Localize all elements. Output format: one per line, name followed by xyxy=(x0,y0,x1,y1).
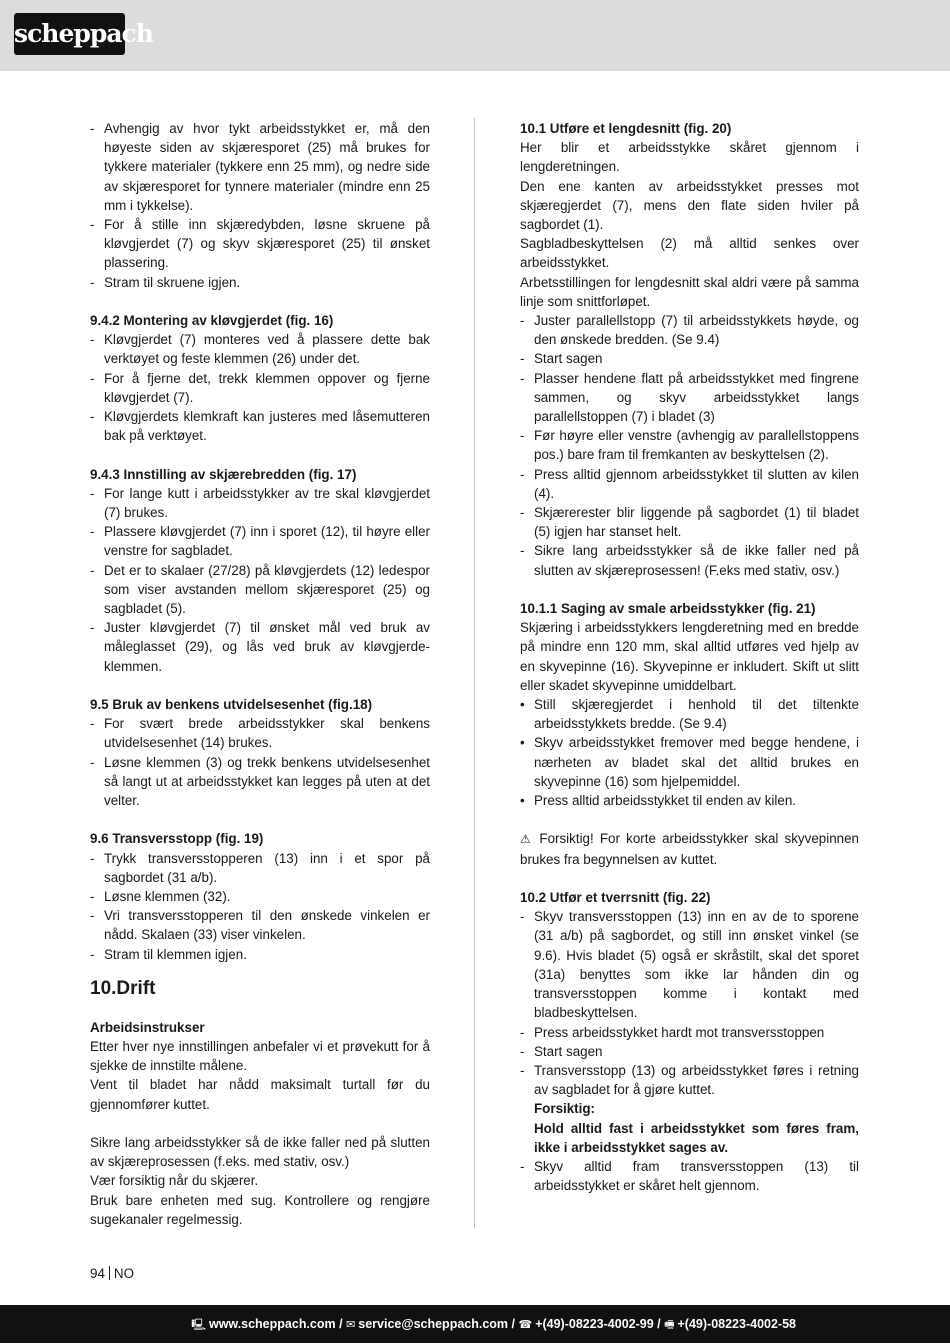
list-item: - Juster parallellstopp (7) til arbeidsstykkets høyde, og den ønskede bredden. (Se 9.4) xyxy=(520,311,859,349)
page-language: NO xyxy=(113,1266,134,1281)
list-item: - Sikre lang arbeidsstykker så de ikke faller ned på slutten av skjæreprosessen! (F.eks med stativ, osv.) xyxy=(520,541,859,579)
page-number-value: 94 xyxy=(90,1266,105,1281)
list-item: - Løsne klemmen (3) og trekk benkens utvidelsesenhet så langt ut at arbeidsstykket kan legges på uten at det velter. xyxy=(90,753,430,811)
list-item: - For å stille inn skjæredybden, løsne skruene på kløvgjerdet (7) og skyv skjæresporet (25) til ønsket plassering. xyxy=(90,215,430,273)
page-number-separator xyxy=(109,1266,110,1280)
section-942-list xyxy=(90,330,430,445)
section-95-list xyxy=(90,714,430,810)
paragraph: Arbetsstillingen for lengdesnitt skal aldri være på samma linje som snittforløpet. xyxy=(520,274,859,309)
list-item: - Juster kløvgjerdet (7) til ønsket mål ved bruk av måleglasset (29), og lås ved bruk av kløvgjerde-klemmen. xyxy=(90,618,430,676)
list-item: - Press alltid gjennom arbeidsstykket til slutten av kilen (4). xyxy=(520,465,859,503)
chapter-number: 10. xyxy=(90,977,117,999)
list-item: - Avhengig av hvor tykt arbeidsstykket er, må den høyeste siden av skjæresporet (25) må brukes for tykkere materialer (tykkere enn 25 mm), og nedre side av skjæresporet for tynnere materialer (mindre enn 25 mm i tykkelse). xyxy=(90,119,430,215)
paragraph: Sagbladbeskyttelsen (2) må alltid senkes over arbeidsstykket. xyxy=(520,236,859,271)
intro-list xyxy=(90,119,430,292)
computer-icon: 🖳 xyxy=(191,1319,206,1331)
list-item: • Press alltid arbeidsstykket til enden av kilen. xyxy=(520,791,859,810)
list-item: - Skyv transversstoppen (13) inn en av de to sporene (31 a/b) på sagbordet, og still inn ønsket vinkel (se 9.6). Hvis bladet (5) også er skråstilt, skal det sporet (31a) benyttes som ikke lar hånden din og transversstoppen komme i kontakt med bladbeskyttelsen. xyxy=(520,907,859,1022)
list-item: - Plasser hendene flatt på arbeidsstykket med fingrene sammen, og skyv arbeidsstykket langs parallellstoppen (7) i bladet (3) xyxy=(520,369,859,427)
list-item: - Før høyre eller venstre (avhengig av parallellstoppens pos.) bare fram til fremkanten av beskyttelsen (2). xyxy=(520,426,859,464)
right-column xyxy=(520,119,859,1195)
warning-icon: ⚠ xyxy=(520,832,534,847)
list-item: - Det er to skalaer (27/28) på kløvgjerdets (12) ledespor som viser avstanden mellom skjæresporet (25) og sagbladet (5). xyxy=(90,561,430,619)
list-item: - Kløvgjerdets klemkraft kan justeres med låsemutteren bak på verktøyet. xyxy=(90,407,430,445)
phone-icon: ☎ xyxy=(518,1319,533,1331)
list-item: - Stram til skruene igjen. xyxy=(90,273,430,292)
footer-contact xyxy=(191,1305,796,1344)
chapter-title: Drift xyxy=(116,977,156,999)
list-item: - Skyv alltid fram transversstoppen (13) til arbeidsstykket er skåret helt gjennom. xyxy=(520,1157,859,1195)
section-102-list xyxy=(520,907,859,1195)
footer-fax: +(49)-08223-4002-58 xyxy=(677,1317,796,1331)
left-column xyxy=(90,119,430,1229)
section-heading-102: 10.2 Utfør et tverrsnitt (fig. 22) xyxy=(520,890,711,906)
section-943-list xyxy=(90,484,430,676)
list-item: - Kløvgjerdet (7) monteres ved å plassere dette bak verktøyet og feste klemmen (26) under det. xyxy=(90,330,430,368)
chapter-heading-10 xyxy=(90,978,430,1000)
section-heading-96: 9.6 Transversstopp (fig. 19) xyxy=(90,831,264,847)
list-item: - Plassere kløvgjerdet (7) inn i sporet (12), til høyre eller venstre for sagbladet. xyxy=(90,522,430,560)
list-item-text: Transversstopp (13) og arbeidsstykket føres i retning av sagbladet for å gjøre kuttet. xyxy=(534,1062,859,1098)
list-item: - For svært brede arbeidsstykker skal benkens utvidelsesenhet (14) brukes. xyxy=(90,714,430,752)
section-heading-943: 9.4.3 Innstilling av skjærebredden (fig. 17) xyxy=(90,466,357,482)
caution-label: Forsiktig: xyxy=(534,1101,596,1117)
caution-text: Hold alltid fast i arbeidsstykket som føres fram, ikke i arbeidsstykket sages av. xyxy=(534,1120,859,1155)
list-item xyxy=(520,1061,859,1157)
list-item: - Trykk transversstopperen (13) inn i et spor på sagbordet (31 a/b). xyxy=(90,849,430,887)
list-item: - Start sagen xyxy=(520,349,859,368)
paragraph: Etter hver nye innstillingen anbefaler vi et prøvekutt for å sjekke de innstilte målene. xyxy=(90,1039,430,1074)
list-item: - Løsne klemmen (32). xyxy=(90,887,430,906)
section-96-list xyxy=(90,849,430,964)
paragraph: Sikre lang arbeidsstykker så de ikke faller ned på slutten av skjæreprosessen (f.eks. med stativ, osv.) xyxy=(90,1135,430,1170)
list-item: - Stram til klemmen igjen. xyxy=(90,945,430,964)
section-heading-1011: 10.1.1 Saging av smale arbeidsstykker (fig. 21) xyxy=(520,601,816,617)
list-item: • Still skjæregjerdet i henhold til det tiltenkte arbeidsstykkets bredde. (Se 9.4) xyxy=(520,695,859,733)
paragraph: Bruk bare enheten med sug. Kontrollere og rengjøre sugekanaler regelmessig. xyxy=(90,1192,430,1227)
list-item: - Start sagen xyxy=(520,1042,859,1061)
list-item: - For lange kutt i arbeidsstykker av tre skal kløvgjerdet (7) brukes. xyxy=(90,484,430,522)
list-item: - Skjærerester blir liggende på sagbordet (1) til bladet (5) igjen har stanset helt. xyxy=(520,503,859,541)
warning-paragraph xyxy=(520,829,859,868)
paragraph: Den ene kanten av arbeidsstykket presses mot skjæregjerdet (7), mens den flate siden hviler på sagbordet (1). xyxy=(520,178,859,233)
footer-phone: +(49)-08223-4002-99 / xyxy=(535,1317,661,1331)
section-101-list xyxy=(520,311,859,580)
scheppach-logo: scheppach xyxy=(14,13,125,55)
paragraph: Skjæring i arbeidsstykkers lengderetning med en bredde på mindre enn 120 mm, skal alltid utføres ved hjelp av en skyvepinne (16). Skyvepinne er inkludert. Skift ut slitt eller skadet skyvepinne umiddelbart. xyxy=(520,620,859,693)
section-1011-list xyxy=(520,695,859,810)
section-heading-942: 9.4.2 Montering av kløvgjerdet (fig. 16) xyxy=(90,313,334,329)
list-item: - For å fjerne det, trekk klemmen oppover og fjerne kløvgjerdet (7). xyxy=(90,369,430,407)
paragraph: Her blir et arbeidsstykke skåret gjennom i lengderetningen. xyxy=(520,140,859,175)
footer-bar xyxy=(0,1305,950,1343)
page-number xyxy=(90,1264,134,1283)
section-heading-95: 9.5 Bruk av benkens utvidelsesenhet (fig.18) xyxy=(90,697,373,713)
paragraph: Vær forsiktig når du skjærer. xyxy=(90,1173,259,1189)
footer-email[interactable]: service@scheppach.com / xyxy=(358,1317,515,1331)
paragraph: Vent til bladet har nådd maksimalt turtall før du gjennomfører kuttet. xyxy=(90,1077,430,1112)
list-item: - Press arbeidsstykket hardt mot transversstoppen xyxy=(520,1023,859,1042)
column-divider xyxy=(474,118,475,1228)
footer-website[interactable]: www.scheppach.com / xyxy=(208,1317,343,1331)
list-item: • Skyv arbeidsstykket fremover med begge hendene, i nærheten av bladet skal det alltid brukes en skyvepinne (16) som hjelpemiddel. xyxy=(520,733,859,791)
subheading-arbeidsinstrukser: Arbeidsinstrukser xyxy=(90,1019,205,1035)
envelope-icon: ✉ xyxy=(346,1319,356,1331)
header-bar xyxy=(0,0,950,71)
warning-text: Forsiktig! For korte arbeidsstykker skal skyvepinnen brukes fra begynnelsen av kuttet. xyxy=(520,831,859,867)
section-heading-101: 10.1 Utføre et lengdesnitt (fig. 20) xyxy=(520,121,732,136)
fax-icon: 🖷 xyxy=(664,1319,675,1331)
list-item: - Vri transversstopperen til den ønskede vinkelen er nådd. Skalaen (33) viser vinkelen. xyxy=(90,906,430,944)
